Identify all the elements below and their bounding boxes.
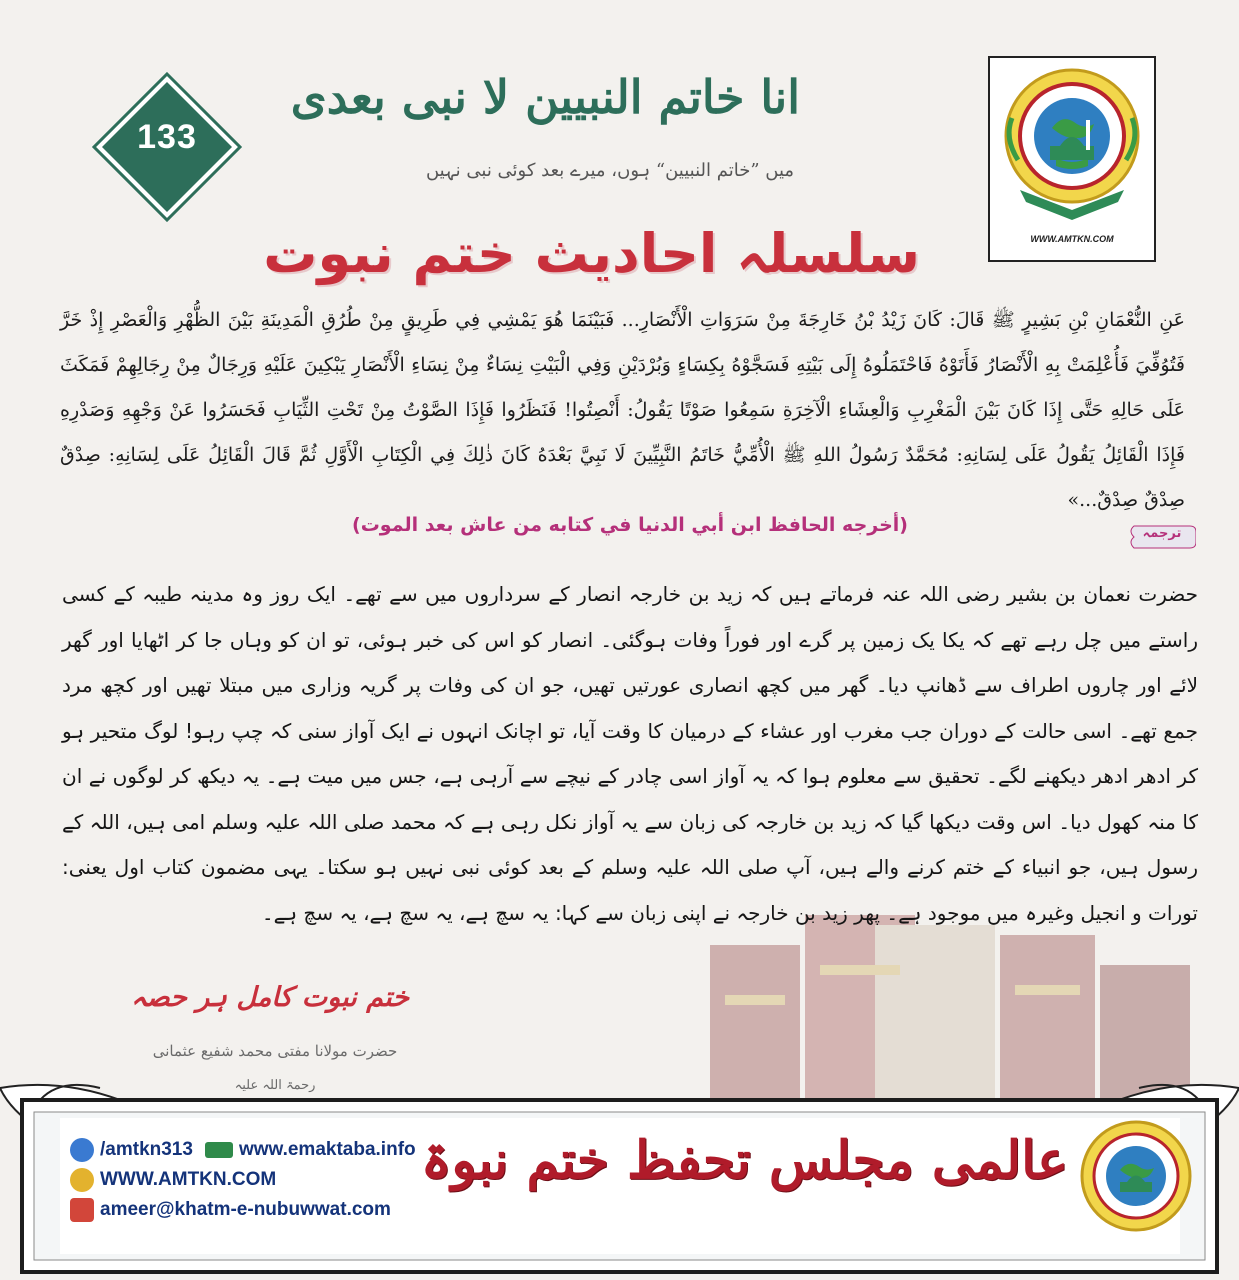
website-link-1[interactable]: www.emaktaba.info [238, 1139, 416, 1160]
footer-emblem-icon [1078, 1118, 1194, 1234]
page-number: 133 [137, 118, 197, 156]
logo-url: WWW.AMTKN.COM [1030, 234, 1114, 244]
website-row [70, 1166, 276, 1194]
hadith-reference: (أخرجه الحافظ ابن أبي الدنيا في كتابه من عاش بعد الموت) [352, 514, 908, 536]
organization-name: عالمی مجلس تحفظ ختم نبوۃ [420, 1130, 1068, 1191]
hadith-arabic-text: عَنِ النُّعْمَانِ بْنِ بَشِيرٍ ﷺ قَالَ: كَانَ زَيْدُ بْنُ خَارِجَةَ مِنْ سَرَوَاتِ الْأَنْصَارِ... فَبَيْنَمَا هُوَ يَمْشِي فِي طَرِيقٍ مِنْ طُرُقِ الْمَدِينَةِ بَيْنَ الظُّهْرِ وَالْعَصْرِ إِذْ خَرَّ فَتُوُفِّيَ فَأُعْلِمَتْ بِهِ الْأَنْصَارُ فَأَتَوْهُ فَاحْتَمَلُوهُ إِلَى بَيْتِهِ فَسَجَّوْهُ بِكِسَاءٍ وَبُرْدَيْنِ وَفِي الْبَيْتِ نِسَاءٌ مِنْ نِسَاءِ الْأَنْصَارِ يَبْكِينَ عَلَيْهِ وَرِجَالٌ مِنْ رِجَالِهِمْ فَمَكَثَ عَلَى حَالِهِ حَتَّى إِذَا كَانَ بَيْنَ الْمَغْرِبِ وَالْعِشَاءِ الْآخِرَةِ سَمِعُوا صَوْتًا يَقُولُ: أَنْصِتُوا! فَنَظَرُوا فَإِذَا الصَّوْتُ مِنْ تَحْتِ الثِّيَابِ فَحَسَرُوا عَنْ وَجْهِهِ وَصَدْرِهِ فَإِذَا الْقَائِلُ يَقُولُ عَلَى لِسَانِهِ: مُحَمَّدٌ رَسُولُ اللهِ ﷺ الْأُمِّيُّ خَاتَمُ النَّبِيِّينَ لَا نَبِيَّ بَعْدَهُ كَانَ ذٰلِكَ فِي الْكِتَابِ الْأَوَّلِ ثُمَّ قَالَ الْقَائِلُ عَلَى لِسَانِهِ: صِدْقٌ صِدْقٌ صِدْقٌ...» [60, 309, 1185, 511]
book-title: ختم نبوت کامل ہر حصہ [130, 982, 410, 1013]
social-handle[interactable]: /amtkn313 [100, 1139, 193, 1160]
social-row [70, 1136, 416, 1164]
header-calligraphy: انا خاتم النبیین لا نبی بعدی [290, 70, 800, 124]
website-link-2[interactable]: WWW.AMTKN.COM [100, 1169, 277, 1190]
translation-label: ترجمہ [1142, 526, 1182, 541]
web-globe-icon [70, 1168, 94, 1192]
email-link[interactable]: ameer@khatm-e-nubuwwat.com [100, 1199, 391, 1220]
globe-icon [70, 1138, 94, 1162]
emblem-icon [990, 58, 1154, 234]
book-author: حضرت مولانا مفتی محمد شفیع عثمانی [152, 1042, 398, 1060]
email-icon [70, 1198, 94, 1222]
series-title: سلسلہ احادیث ختم نبوت [263, 222, 920, 285]
email-row [70, 1196, 391, 1224]
urdu-translation: حضرت نعمان بن بشیر رضی اللہ عنہ فرماتے ہیں کہ زید بن خارجہ انصار کے سرداروں میں سے تھے۔ ایک روز وہ مدینہ طیبہ کے کسی راستے میں چل رہے تھے کہ یکا یک زمین پر گرے اور فوراً وفات ہوگئی۔ انصار کو اس کی خبر ہوئی، تو ان کو وہاں جا کر اٹھایا اور گھر لائے اور چاروں اطراف سے ڈھانپ دیا۔ گھر میں کچھ انصاری عورتیں تھیں، جو ان کی وفات پر گریہ وزاری میں مبتلا تھیں اور کچھ مرد جمع تھے۔ اسی حالت کے دوران جب مغرب اور عشاء کے درمیان کا وقت آیا، تو اچانک انہوں نے ایک آواز سنی کہ چپ رہو! لوگ متحیر ہو کر ادھر ادھر دیکھنے لگے۔ تحقیق سے معلوم ہوا کہ یہ آواز اسی چادر کے نیچے سے آرہی ہے، جس میں میت ہے۔ یہ دیکھ کر لوگوں نے ان کا منہ کھول دیا۔ اس وقت دیکھا گیا کہ زید بن خارجہ کی زبان سے یہ آواز نکل رہی ہے کہ محمد صلی اللہ علیہ وسلم امی ہیں، اللہ کے رسول ہیں، جو انبیاء کے ختم کرنے والے ہیں، آپ صلی اللہ علیہ وسلم کے بعد کوئی نبی نہیں ہو سکتا۔ یہی مضمون کتاب اول یعنی: تورات و انجیل وغیرہ میں موجود ہے۔ پھر زید بن خارجہ نے اپنی زبان سے کہا: یہ سچ ہے، یہ سچ ہے، یہ سچ ہے۔ [62, 582, 1198, 925]
organization-logo-box [988, 56, 1156, 262]
book-icon [205, 1142, 233, 1158]
author-honorific: رحمۃ اللہ علیہ [234, 1078, 316, 1093]
header-subtitle: میں ”خاتم النبیین“ ہوں، میرے بعد کوئی نبی نہیں [425, 160, 795, 181]
